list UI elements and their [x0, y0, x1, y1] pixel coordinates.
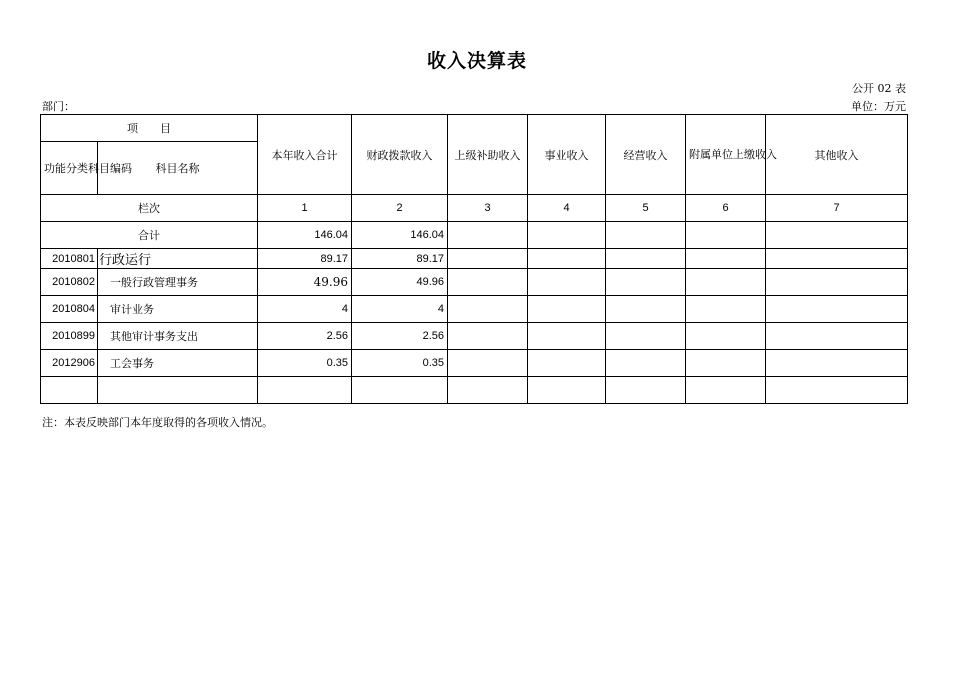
empty-cell	[766, 323, 908, 350]
empty-cell	[606, 269, 686, 296]
empty-cell	[766, 350, 908, 377]
row-code: 2010899	[41, 323, 98, 350]
col-number: 5	[606, 195, 686, 222]
col-number: 1	[258, 195, 352, 222]
empty-cell	[606, 296, 686, 323]
row-name: 其他审计事务支出	[98, 323, 258, 350]
table-row	[41, 296, 908, 323]
empty-cell	[528, 296, 606, 323]
header-subsidiary: 附属单位上缴收入	[686, 115, 766, 195]
empty-cell	[258, 377, 352, 404]
empty-cell	[448, 222, 528, 249]
empty-cell	[686, 249, 766, 269]
empty-cell	[686, 350, 766, 377]
income-table	[40, 114, 908, 404]
page-title: 收入决算表	[426, 50, 527, 72]
row-fiscal: 49.96	[352, 269, 448, 296]
row-code: 2012906	[41, 350, 98, 377]
column-number-row	[41, 195, 908, 222]
empty-cell	[528, 323, 606, 350]
empty-cell	[352, 377, 448, 404]
row-total: 0.35	[258, 350, 352, 377]
row-code: 2010801	[41, 249, 98, 269]
empty-cell	[686, 323, 766, 350]
header-subject-name: 科目名称	[98, 142, 258, 195]
empty-cell	[686, 296, 766, 323]
col-number: 2	[352, 195, 448, 222]
empty-cell	[528, 249, 606, 269]
header-func-code: 功能分类科目编码	[41, 142, 98, 195]
empty-cell	[41, 377, 98, 404]
header-superior: 上级补助收入	[448, 115, 528, 195]
empty-cell	[448, 377, 528, 404]
header-other: 其他收入	[766, 115, 908, 195]
table-note: 注：本表反映部门本年度取得的各项收入情况。	[42, 416, 273, 429]
row-name: 审计业务	[98, 296, 258, 323]
empty-cell	[766, 269, 908, 296]
row-fiscal: 2.56	[352, 323, 448, 350]
header-item: 项 目	[41, 115, 258, 142]
header-row-1	[41, 115, 908, 142]
empty-cell	[606, 377, 686, 404]
row-name: 行政运行	[98, 249, 258, 269]
table-row	[41, 323, 908, 350]
empty-cell	[766, 377, 908, 404]
row-name: 工会事务	[98, 350, 258, 377]
row-total: 2.56	[258, 323, 352, 350]
empty-cell	[528, 222, 606, 249]
row-total: 4	[258, 296, 352, 323]
table-row	[41, 249, 908, 269]
col-number: 7	[766, 195, 908, 222]
total-row	[41, 222, 908, 249]
empty-cell	[766, 296, 908, 323]
empty-cell	[766, 222, 908, 249]
empty-cell	[448, 350, 528, 377]
empty-cell	[528, 350, 606, 377]
row-code: 2010802	[41, 269, 98, 296]
unit-label: 单位：万元	[851, 100, 906, 113]
row-fiscal: 4	[352, 296, 448, 323]
row-total: 49.96	[258, 269, 352, 296]
empty-cell	[98, 377, 258, 404]
col-number: 3	[448, 195, 528, 222]
total-fiscal: 146.04	[352, 222, 448, 249]
empty-cell	[606, 249, 686, 269]
table-row	[41, 350, 908, 377]
empty-cell	[606, 350, 686, 377]
empty-cell	[606, 323, 686, 350]
header-fiscal: 财政拨款收入	[352, 115, 448, 195]
empty-cell	[686, 222, 766, 249]
header-operating: 经营收入	[606, 115, 686, 195]
empty-cell	[606, 222, 686, 249]
empty-cell	[448, 296, 528, 323]
empty-cell	[528, 269, 606, 296]
table-row	[41, 269, 908, 296]
blank-row	[41, 377, 908, 404]
col-row-label: 栏次	[41, 195, 258, 222]
empty-cell	[448, 323, 528, 350]
col-number: 6	[686, 195, 766, 222]
form-number: 公开 02 表	[852, 82, 906, 95]
col-number: 4	[528, 195, 606, 222]
department-label: 部门：	[42, 100, 75, 113]
empty-cell	[448, 249, 528, 269]
row-name: 一般行政管理事务	[98, 269, 258, 296]
empty-cell	[686, 377, 766, 404]
empty-cell	[766, 249, 908, 269]
total-amount: 146.04	[258, 222, 352, 249]
row-total: 89.17	[258, 249, 352, 269]
row-fiscal: 89.17	[352, 249, 448, 269]
empty-cell	[528, 377, 606, 404]
row-code: 2010804	[41, 296, 98, 323]
row-fiscal: 0.35	[352, 350, 448, 377]
header-business: 事业收入	[528, 115, 606, 195]
header-total: 本年收入合计	[258, 115, 352, 195]
total-label: 合计	[41, 222, 258, 249]
empty-cell	[448, 269, 528, 296]
empty-cell	[686, 269, 766, 296]
